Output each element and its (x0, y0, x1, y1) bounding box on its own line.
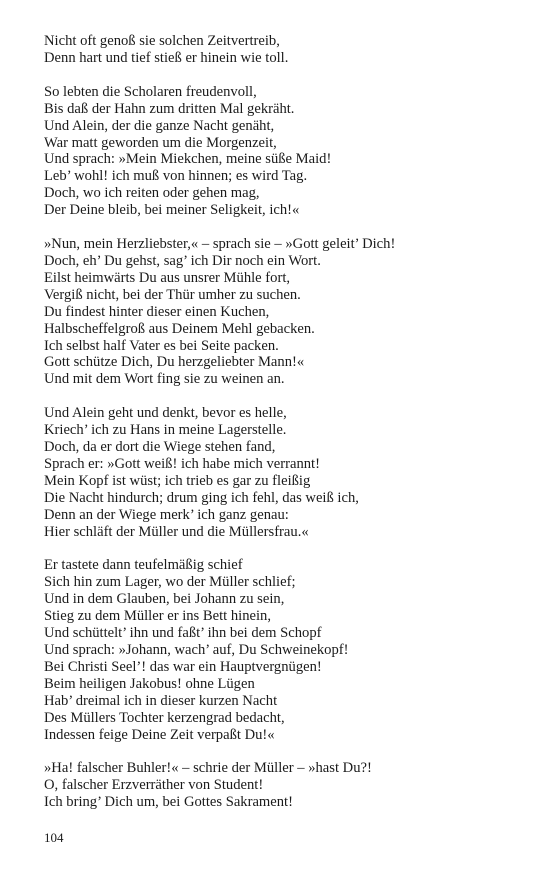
verse-line: Sich hin zum Lager, wo der Müller schlief; (44, 574, 296, 591)
stanza (44, 236, 514, 388)
verse-line: Kriech’ ich zu Hans in meine Lagerstelle. (44, 422, 287, 439)
verse-line: Beim heiligen Jakobus! ohne Lügen (44, 675, 255, 692)
verse-line: Indessen feige Deine Zeit verpaßt Du!« (44, 726, 275, 743)
verse-line: Ich bring’ Dich um, bei Gottes Sakrament! (44, 794, 293, 811)
verse-line: Doch, da er dort die Wiege stehen fand, (44, 439, 276, 456)
verse-line: Vergiß nicht, bei der Thür umher zu suchen. (44, 286, 301, 303)
verse-line: Der Deine bleib, bei meiner Seligkeit, ich!« (44, 202, 300, 219)
stanza (44, 760, 514, 811)
verse-line: »Ha! falscher Buhler!« – schrie der Müller – »hast Du?! (44, 760, 372, 777)
verse-line: Er tastete dann teufelmäßig schief (44, 557, 243, 574)
verse-line: Und Alein geht und denkt, bevor es helle, (44, 405, 287, 422)
verse-line: Sprach er: »Gott weiß! ich habe mich verrannt! (44, 455, 320, 472)
verse-line: Ich selbst half Vater es bei Seite packen. (44, 337, 279, 354)
verse-line: Gott schütze Dich, Du herzgeliebter Mann!« (44, 354, 305, 371)
verse-line: Des Müllers Tochter kerzengrad bedacht, (44, 709, 285, 726)
verse-line: Doch, wo ich reiten oder gehen mag, (44, 185, 260, 202)
stanza (44, 84, 514, 219)
verse-line: Bis daß der Hahn zum dritten Mal gekräht. (44, 100, 295, 117)
verse-line: War matt geworden um die Morgenzeit, (44, 134, 277, 151)
verse-line: So lebten die Scholaren freudenvoll, (44, 83, 257, 100)
stanza (44, 33, 514, 67)
verse-line: Du findest hinter dieser einen Kuchen, (44, 303, 270, 320)
poem-text (44, 33, 514, 828)
verse-line: »Nun, mein Herzliebster,« – sprach sie – »Gott geleit’ Dich! (44, 236, 396, 253)
stanza (44, 557, 514, 743)
verse-line: Und in dem Glauben, bei Johann zu sein, (44, 591, 285, 608)
verse-line: Und Alein, der die ganze Nacht genäht, (44, 117, 275, 134)
verse-line: Nicht oft genoß sie solchen Zeitvertreib, (44, 33, 280, 49)
verse-line: Und mit dem Wort fing sie zu weinen an. (44, 371, 285, 388)
stanza (44, 405, 514, 540)
verse-line: Hier schläft der Müller und die Müllersfrau.« (44, 523, 309, 540)
verse-line: Und sprach: »Johann, wach’ auf, Du Schweinekopf! (44, 642, 349, 658)
verse-line: Bei Christi Seel’! das war ein Hauptvergnügen! (44, 658, 322, 675)
verse-line: Die Nacht hindurch; drum ging ich fehl, das weiß ich, (44, 489, 359, 506)
verse-line: Mein Kopf ist wüst; ich trieb es gar zu fleißig (44, 472, 311, 489)
verse-line: Leb’ wohl! ich muß von hinnen; es wird Tag. (44, 168, 308, 185)
verse-line: Eilst heimwärts Du aus unsrer Mühle fort, (44, 269, 291, 286)
verse-line: O, falscher Erzverräther von Student! (44, 777, 264, 794)
page-number: 104 (44, 830, 64, 845)
verse-line: Denn an der Wiege merk’ ich ganz genau: (44, 506, 289, 523)
verse-line: Doch, eh’ Du gehst, sag’ ich Dir noch ein Wort. (44, 252, 321, 269)
verse-line: Und schüttelt’ ihn und faßt’ ihn bei dem Schopf (44, 625, 322, 642)
verse-line: Halbscheffelgroß aus Deinem Mehl gebacken. (44, 320, 315, 337)
verse-line: Stieg zu dem Müller er ins Bett hinein, (44, 608, 271, 625)
verse-line: Und sprach: »Mein Miekchen, meine süße Maid! (44, 151, 332, 168)
verse-line: Hab’ dreimal ich in dieser kurzen Nacht (44, 692, 278, 709)
verse-line: Denn hart und tief stieß er hinein wie toll. (44, 49, 289, 66)
